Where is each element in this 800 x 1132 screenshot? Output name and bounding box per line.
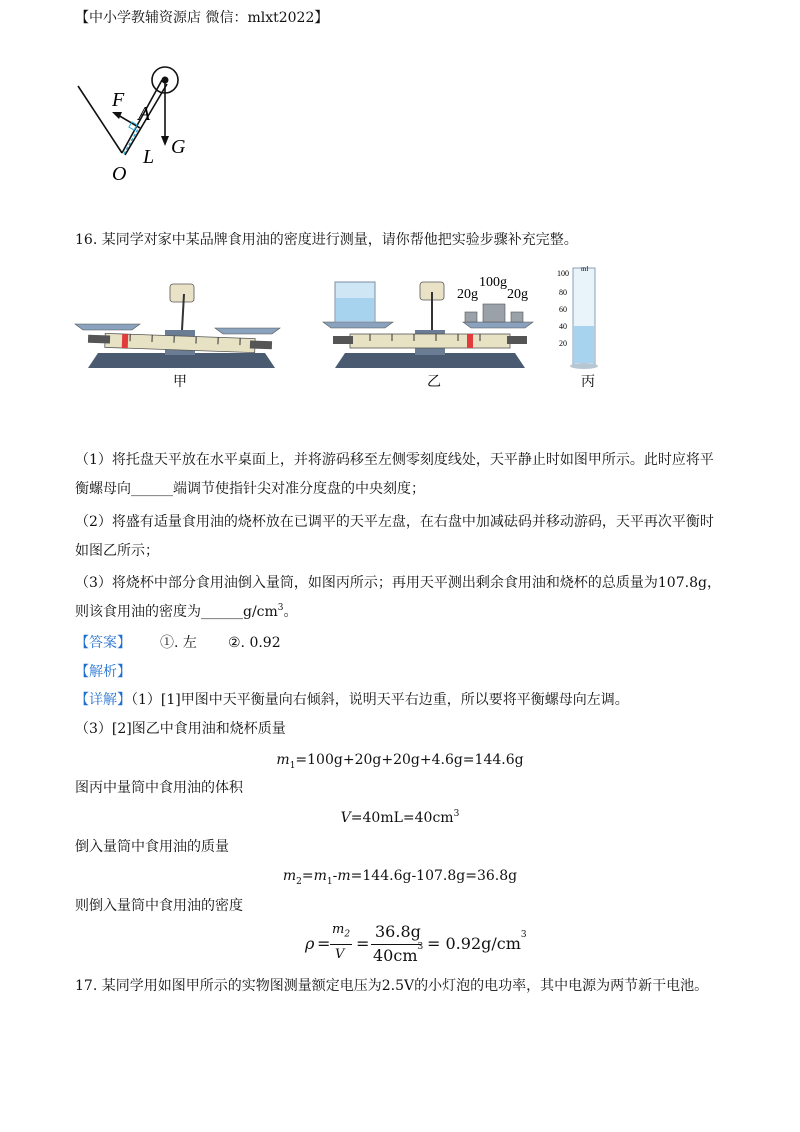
q16-step3-line1: （3）将烧杯中部分食用油倒入量筒，如图丙所示；再用天平测出剩余食用油和烧杯的总质量为107.8g， xyxy=(75,575,721,591)
gravity-arrow-head xyxy=(161,136,169,146)
rho: ρ xyxy=(305,934,315,953)
weight-label-100g: 100g xyxy=(479,275,507,290)
label-yi: 乙 xyxy=(427,375,441,390)
weight-100g xyxy=(483,304,505,322)
step3-text: 则该食用油的密度为______g/cm xyxy=(75,604,278,620)
scale-dial xyxy=(170,284,194,302)
lever-arm-dashed xyxy=(124,129,138,154)
force-arrow-head xyxy=(112,112,122,119)
label-G: G xyxy=(171,136,186,158)
label-A: A xyxy=(138,103,151,125)
left-nut xyxy=(333,336,353,344)
equation-mass-poured xyxy=(0,866,800,892)
label-L: L xyxy=(143,146,155,168)
frac2-den-sup: 3 xyxy=(417,942,424,952)
tick-40: 40 xyxy=(559,322,567,331)
weight-label-20g-left: 20g xyxy=(457,287,478,302)
cylinder-unit: ml xyxy=(581,265,589,273)
eq1-m: m xyxy=(276,752,290,768)
frac1-num-sub: 2 xyxy=(344,929,351,940)
weight-label-20g-right: 20g xyxy=(507,287,528,302)
frac1-den: V xyxy=(335,947,345,962)
eq3-m2: m xyxy=(282,868,297,884)
beaker-oil xyxy=(336,298,374,321)
eq3-sub2: 2 xyxy=(296,876,302,887)
weight-20g-right xyxy=(511,312,523,322)
eq3-m: m xyxy=(337,868,351,884)
answer-1: ①. 左 xyxy=(160,635,197,651)
eq-sign-1: = xyxy=(317,934,331,953)
q16-step2-line1: （2）将盛有适量食用油的烧杯放在已调平的天平左盘，在右盘中加减砝码并移动游码，天平再次平衡时 xyxy=(75,514,714,530)
rider xyxy=(467,334,473,348)
tick-100: 100 xyxy=(557,269,569,278)
left-nut xyxy=(88,335,110,344)
density-result-text: = 0.92g/cm xyxy=(427,934,521,953)
cylinder-oil xyxy=(574,326,594,363)
right-pan xyxy=(215,328,280,334)
lever-force-diagram xyxy=(70,60,210,185)
line-mass: 倒入量筒中食用油的质量 xyxy=(75,839,229,855)
detail-text-1: （1）[1]甲图中天平衡量向右倾斜，说明天平右边重，所以要将平衡螺母向左调。 xyxy=(131,692,629,708)
label-jia: 甲 xyxy=(173,375,187,390)
page-header: 【中小学教辅资源店 微信：mlxt2022】 xyxy=(75,10,329,26)
frac2-bar xyxy=(371,944,421,945)
step3-end: 。 xyxy=(283,604,298,620)
label-O: O xyxy=(112,163,127,185)
equation-volume xyxy=(0,808,800,828)
q17-stem: 17. 某同学用如图甲所示的实物图测量额定电压为2.5V的小灯泡的电功率，其中电源为两节新干电池。 xyxy=(75,978,709,994)
density-result xyxy=(427,930,527,953)
tick-60: 60 xyxy=(559,305,567,314)
label-bing: 丙 xyxy=(581,375,595,390)
q16-step3-line2 xyxy=(75,602,298,622)
answer-tag: 【答案】 xyxy=(75,635,131,651)
analysis-tag: 【解析】 xyxy=(75,664,131,680)
eq1-rest: =100g+20g+20g+4.6g=144.6g xyxy=(295,752,524,768)
frac2-den xyxy=(373,942,424,965)
eq2-V: V xyxy=(340,810,351,826)
left-pan xyxy=(323,322,393,328)
detail-line2: （3）[2]图乙中食用油和烧杯质量 xyxy=(75,721,286,737)
detail-tag: 【详解】 xyxy=(75,692,131,708)
density-result-sup: 3 xyxy=(520,930,527,940)
eq1-sub: 1 xyxy=(289,760,296,771)
equation-density xyxy=(305,922,565,970)
cylinder-bing xyxy=(555,262,615,390)
detail-line1 xyxy=(75,690,629,710)
right-nut xyxy=(507,336,527,344)
balance-jia xyxy=(70,280,290,390)
right-pan xyxy=(463,322,533,328)
eq2-rest: =40mL=40cm xyxy=(350,810,454,826)
beam-scale xyxy=(350,334,510,348)
line-volume: 图丙中量筒中食用油的体积 xyxy=(75,780,243,796)
base xyxy=(335,353,525,368)
equation-mass-total xyxy=(0,750,800,776)
eq3-m1: m xyxy=(313,868,327,884)
left-pan xyxy=(75,324,140,330)
q16-step2-line2: 如图乙所示； xyxy=(75,543,159,559)
tick-80: 80 xyxy=(559,288,567,297)
frac1-num xyxy=(332,922,350,940)
label-F: F xyxy=(112,89,125,111)
eq3-eq: = xyxy=(301,868,314,884)
base xyxy=(88,353,275,368)
right-nut xyxy=(250,340,272,349)
answer-2: ②. 0.92 xyxy=(228,635,281,651)
rider xyxy=(122,334,128,348)
eq3-dash: - xyxy=(332,868,338,884)
q16-step1-line1: （1）将托盘天平放在水平桌面上，并将游码移至左侧零刻度线处，天平静止时如图甲所示。此时应将平 xyxy=(75,452,714,468)
weight-20g-left xyxy=(465,312,477,322)
eq3-sub1: 1 xyxy=(326,876,333,887)
frac1-bar xyxy=(330,944,352,945)
cylinder-base xyxy=(570,363,598,369)
tick-20: 20 xyxy=(559,339,567,348)
eq3-rest: =144.6g-107.8g=36.8g xyxy=(350,868,518,884)
step3-sup: 3 xyxy=(277,603,284,613)
balance-yi xyxy=(315,272,545,390)
line-density: 则倒入量筒中食用油的密度 xyxy=(75,898,243,914)
q16-step1-line2: 衡螺母向______端调节使指针尖对准分度盘的中央刻度； xyxy=(75,481,425,497)
eq2-sup: 3 xyxy=(453,809,460,819)
frac1-num-m: m xyxy=(332,922,345,937)
frac2-den-text: 40cm xyxy=(373,946,418,965)
frac2-num: 36.8g xyxy=(375,922,421,941)
eq-sign-2: = xyxy=(356,934,370,953)
q16-stem: 16. 某同学对家中某品牌食用油的密度进行测量，请你帮他把实验步骤补充完整。 xyxy=(75,232,578,248)
